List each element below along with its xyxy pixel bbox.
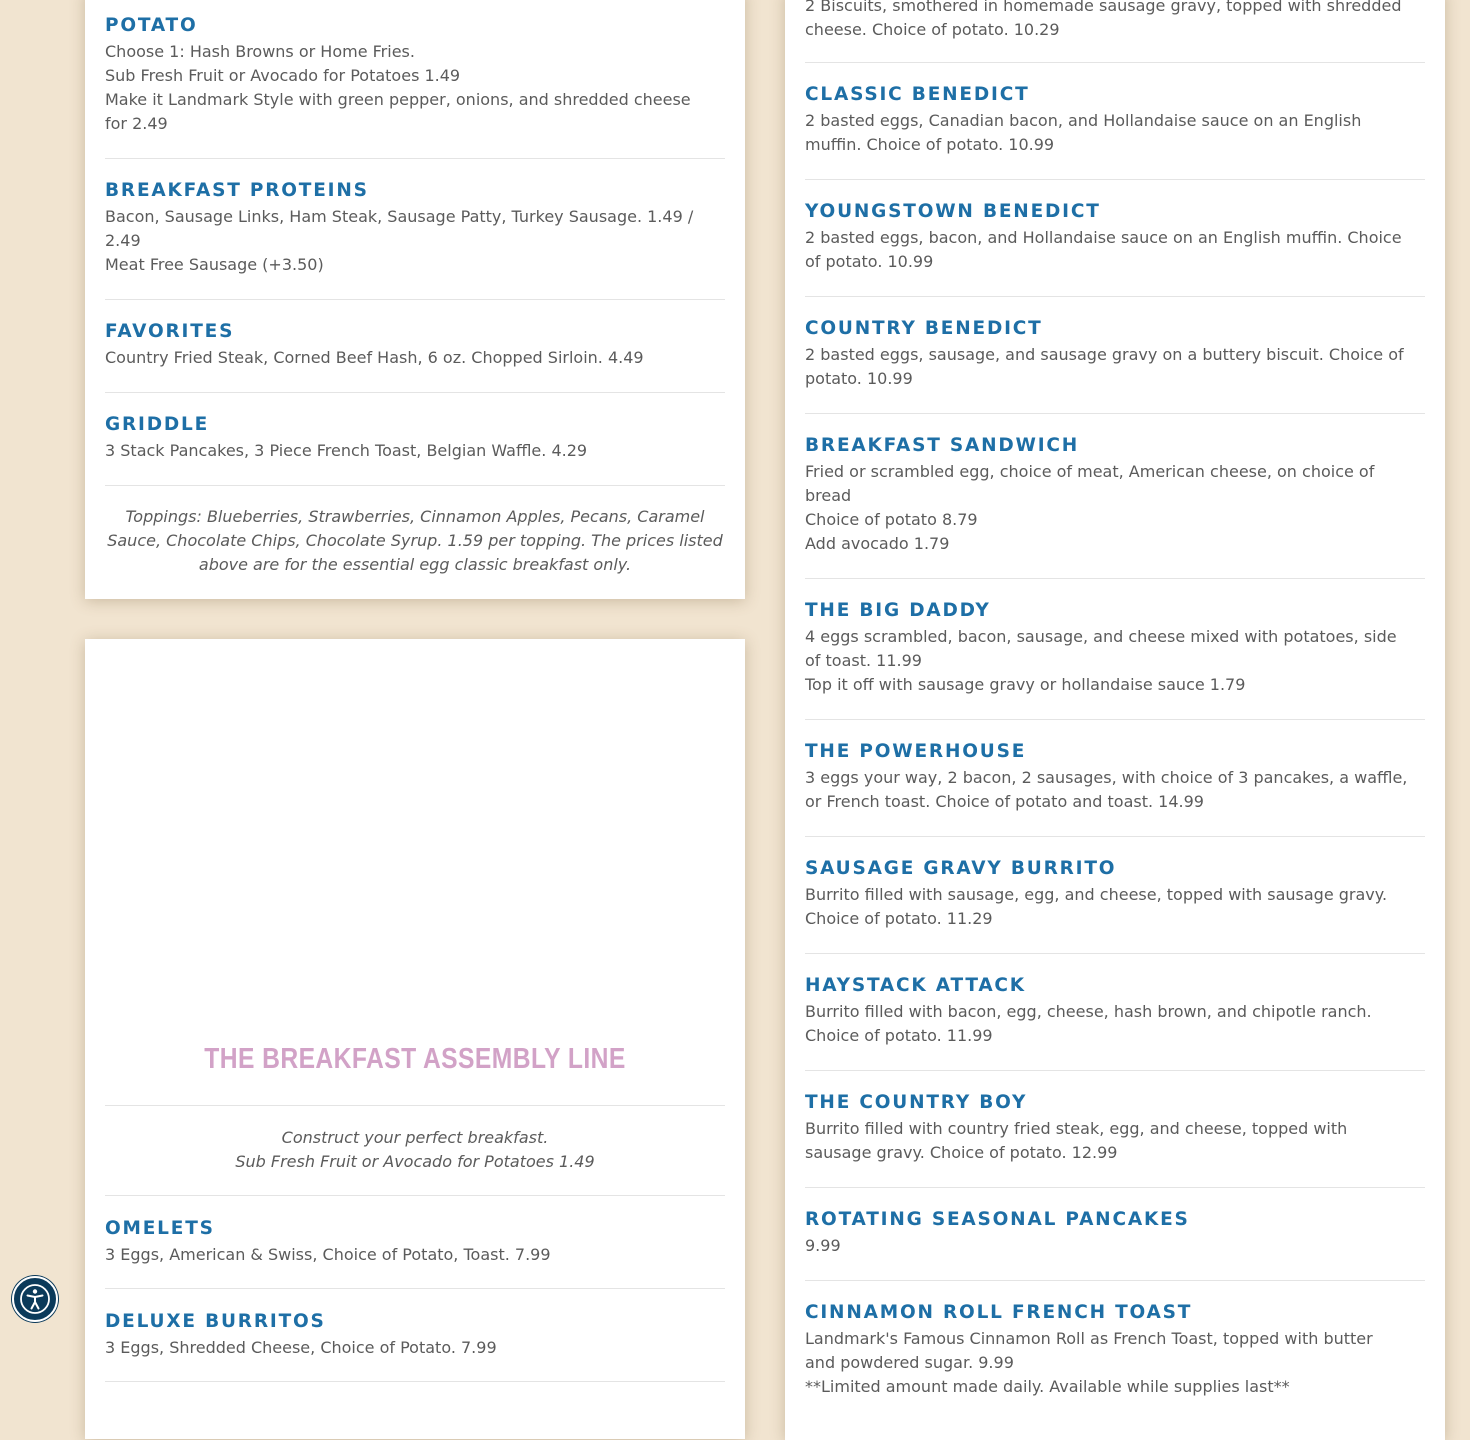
section-title-favorites: FAVORITES [105,321,235,342]
menu-line: and powdered sugar. 9.99 [805,1353,1014,1372]
section-body-youngstown-benedict [805,226,1425,274]
assembly-line-banner: THE BREAKFAST ASSEMBLY LINE [204,1043,626,1075]
section-title-youngstown-benedict: YOUNGSTOWN BENEDICT [805,201,1101,222]
menu-line: potato. 10.99 [805,369,913,388]
menu-line: 3 Eggs, American & Swiss, Choice of Potato, Toast. 7.99 [105,1245,551,1264]
section-body-deluxe-burritos [105,1336,725,1360]
section-title-griddle: GRIDDLE [105,414,210,435]
section-body-rotating-seasonal-pancakes [805,1234,1425,1258]
menu-line: 2.49 [105,231,141,250]
section-body-cinnamon-roll-french-toast [805,1327,1425,1399]
divider [105,158,725,159]
menu-line: Burrito filled with bacon, egg, cheese, hash brown, and chipotle ranch. [805,1002,1372,1021]
divider [105,392,725,393]
accessibility-button[interactable] [12,1276,58,1322]
menu-line: Choice of potato 8.79 [805,510,978,529]
section-title-the-big-daddy: THE BIG DADDY [805,600,991,621]
section-title-country-benedict: COUNTRY BENEDICT [805,318,1043,339]
section-body-the-country-boy [805,1117,1425,1165]
menu-line: 4 eggs scrambled, bacon, sausage, and cheese mixed with potatoes, side [805,627,1397,646]
menu-line: Choice of potato. 11.29 [805,909,993,928]
menu-line: 3 eggs your way, 2 bacon, 2 sausages, with choice of 3 pancakes, a waffle, [805,768,1408,787]
section-title-breakfast-sandwich: BREAKFAST SANDWICH [805,435,1080,456]
toppings-note [105,505,725,577]
divider [105,1195,725,1196]
menu-line: of potato. 10.99 [805,252,934,271]
section-title-potato: POTATO [105,15,198,36]
section-title-deluxe-burritos: DELUXE BURRITOS [105,1311,326,1332]
note-line: Toppings: Blueberries, Strawberries, Cinnamon Apples, Pecans, Caramel [125,507,705,526]
section-body-griddle [105,439,725,463]
menu-line: Bacon, Sausage Links, Ham Steak, Sausage Patty, Turkey Sausage. 1.49 / [105,207,694,226]
menu-line: 2 Biscuits, smothered in homemade sausage gravy, topped with shredded [805,0,1402,15]
assembly-intro [105,1126,725,1174]
divider [805,578,1425,579]
divider [805,1070,1425,1071]
section-title-sausage-gravy-burrito: SAUSAGE GRAVY BURRITO [805,858,1117,879]
menu-line: Make it Landmark Style with green pepper, onions, and shredded cheese [105,90,691,109]
divider [805,1280,1425,1281]
section-body-classic-benedict [805,109,1425,157]
menu-line: 3 Eggs, Shredded Cheese, Choice of Potato. 7.99 [105,1338,497,1357]
section-body-biscuits-gravy [805,0,1425,42]
section-body-country-benedict [805,343,1425,391]
section-title-omelets: OMELETS [105,1218,215,1239]
menu-line: **Limited amount made daily. Available while supplies last** [805,1377,1290,1396]
section-body-the-big-daddy [805,625,1425,697]
menu-card-specialties [785,0,1445,1440]
section-body-omelets [105,1243,725,1267]
divider [805,62,1425,63]
note-line: above are for the essential egg classic breakfast only. [198,555,632,574]
section-body-the-powerhouse [805,766,1425,814]
menu-line: Top it off with sausage gravy or hollandaise sauce 1.79 [805,675,1246,694]
menu-line: 2 basted eggs, bacon, and Hollandaise sauce on an English muffin. Choice [805,228,1402,247]
menu-line: sausage gravy. Choice of potato. 12.99 [805,1143,1118,1162]
note-line: Sauce, Chocolate Chips, Chocolate Syrup. 1.59 per topping. The prices listed [107,531,723,550]
section-body-haystack-attack [805,1000,1425,1048]
menu-card-sides [85,0,745,599]
divider [805,719,1425,720]
divider [805,296,1425,297]
divider [105,1288,725,1289]
divider [805,1187,1425,1188]
divider [105,485,725,486]
divider [805,413,1425,414]
menu-line: bread [805,486,852,505]
divider [805,179,1425,180]
divider [105,299,725,300]
menu-line: 2 basted eggs, Canadian bacon, and Hollandaise sauce on an English [805,111,1362,130]
menu-line: Choice of potato. 11.99 [805,1026,993,1045]
menu-line: Fried or scrambled egg, choice of meat, American cheese, on choice of [805,462,1375,481]
section-body-sausage-gravy-burrito [805,883,1425,931]
menu-line: cheese. Choice of potato. 10.29 [805,20,1060,39]
menu-line: or French toast. Choice of potato and toast. 14.99 [805,792,1204,811]
divider [105,1105,725,1106]
section-title-cinnamon-roll-french-toast: CINNAMON ROLL FRENCH TOAST [805,1302,1193,1323]
menu-line: Meat Free Sausage (+3.50) [105,255,324,274]
menu-line: muffin. Choice of potato. 10.99 [805,135,1055,154]
section-body-favorites [105,346,725,370]
section-title-the-powerhouse: THE POWERHOUSE [805,741,1027,762]
section-body-breakfast-sandwich [805,460,1425,556]
menu-line: for 2.49 [105,114,168,133]
intro-line: Sub Fresh Fruit or Avocado for Potatoes 1.49 [235,1152,595,1171]
section-title-classic-benedict: CLASSIC BENEDICT [805,84,1030,105]
menu-line: Burrito filled with country fried steak, egg, and cheese, topped with [805,1119,1348,1138]
divider [105,1381,725,1382]
section-body-breakfast-proteins [105,205,725,277]
divider [805,953,1425,954]
section-body-potato [105,40,725,136]
menu-line: Landmark's Famous Cinnamon Roll as French Toast, topped with butter [805,1329,1373,1348]
menu-line: Country Fried Steak, Corned Beef Hash, 6 oz. Chopped Sirloin. 4.49 [105,348,644,367]
accessibility-icon [14,1278,56,1320]
divider [805,836,1425,837]
section-title-breakfast-proteins: BREAKFAST PROTEINS [105,180,369,201]
menu-line: 2 basted eggs, sausage, and sausage gravy on a buttery biscuit. Choice of [805,345,1404,364]
section-title-haystack-attack: HAYSTACK ATTACK [805,975,1026,996]
menu-line: Sub Fresh Fruit or Avocado for Potatoes 1.49 [105,66,461,85]
menu-card-assembly-line [85,639,745,1439]
menu-line: 9.99 [805,1236,841,1255]
menu-line: 3 Stack Pancakes, 3 Piece French Toast, Belgian Waffle. 4.29 [105,441,588,460]
intro-line: Construct your perfect breakfast. [281,1128,549,1147]
section-title-rotating-seasonal-pancakes: ROTATING SEASONAL PANCAKES [805,1209,1190,1230]
menu-line: Choose 1: Hash Browns or Home Fries. [105,42,415,61]
section-title-the-country-boy: THE COUNTRY BOY [805,1092,1028,1113]
menu-line: Add avocado 1.79 [805,534,950,553]
menu-line: Burrito filled with sausage, egg, and cheese, topped with sausage gravy. [805,885,1388,904]
menu-line: of toast. 11.99 [805,651,922,670]
